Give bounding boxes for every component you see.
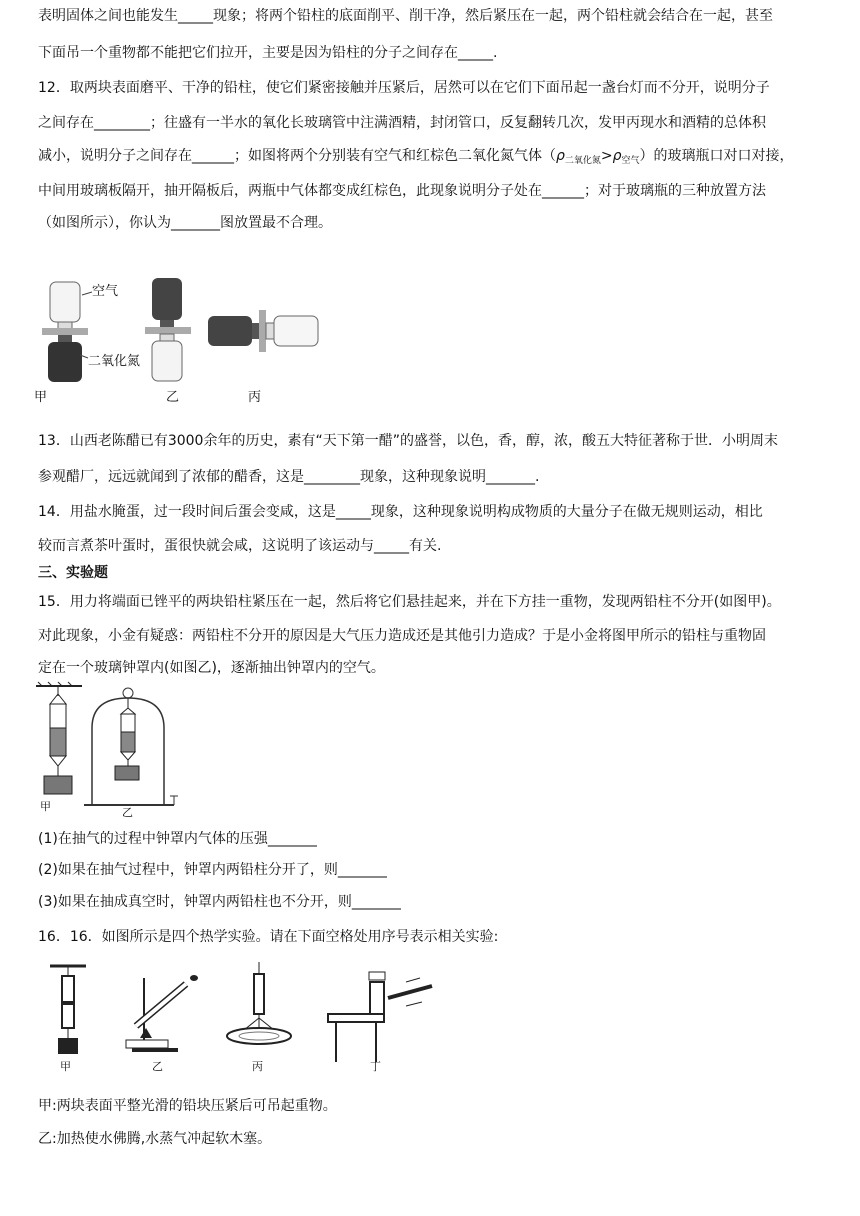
question-13: 13．山西老陈醋已有3000余年的历史，素有“天下第一醋”的盛誉，以色，香，醇，浓，酸五大特征著称于世．小明周末	[38, 433, 778, 449]
text-line: 较而言煮茶叶蛋时，蛋很快就会咸，这说明了该运动与_____有关.	[38, 538, 442, 554]
bottles-figure	[30, 270, 330, 410]
label-air: 空气	[92, 284, 119, 299]
text-line: 定在一个玻璃钟罩内(如图乙)，逐渐抽出钟罩内的空气。	[38, 660, 385, 676]
bell-jar-figure	[30, 680, 190, 820]
label-jia: 甲	[40, 800, 51, 813]
label-jia: 甲	[34, 390, 48, 405]
text-line: 对此现象，小金有疑惑：两铅柱不分开的原因是大气压力造成还是其他引力造成？于是小金将图甲所示的铅柱与重物固	[38, 628, 766, 644]
text-line: 参观醋厂，远远就闻到了浓郁的醋香，这是________现象，这种现象说明_______.	[38, 469, 540, 485]
question-12: 12．取两块表面磨平、干净的铅柱，使它们紧密接触并压紧后，居然可以在它们下面吊起一盏台灯而不分开，说明分子	[38, 80, 770, 96]
experiment-jia-desc: 甲:两块表面平整光滑的铅块压紧后可吊起重物。	[38, 1098, 337, 1114]
question-16: 16．16．如图所示是四个热学实验。请在下面空格处用序号表示相关实验:	[38, 929, 499, 945]
sub-question-3: (3)如果在抽成真空时，钟罩内两铅柱也不分开，则_______	[38, 894, 401, 910]
text-line: （如图所示），你认为_______图放置最不合理。	[38, 215, 332, 231]
subscript: 二氧化氮	[564, 156, 601, 166]
text-line: 下面吊一个重物都不能把它们拉开，主要是因为铅柱的分子之间存在_____.	[38, 45, 498, 61]
label-bing: 丙	[252, 1060, 263, 1073]
rho-symbol: ρ	[556, 148, 565, 164]
sub-question-2: (2)如果在抽气过程中，钟罩内两铅柱分开了，则_______	[38, 862, 387, 878]
label-yi: 乙	[122, 806, 133, 819]
label-yi: 乙	[152, 1060, 163, 1073]
question-15: 15．用力将端面已锉平的两块铅柱紧压在一起，然后将它们悬挂起来，并在下方挂一重物，发现两铅柱不分开(如图甲)。	[38, 594, 781, 610]
four-experiments-figure	[40, 958, 440, 1078]
greater-than: >	[600, 148, 613, 164]
text-line	[38, 146, 794, 171]
label-yi: 乙	[166, 390, 180, 405]
text-segment: ）的玻璃瓶口对口对接，	[639, 148, 794, 164]
bottles-drawing	[30, 270, 330, 410]
question-14: 14．用盐水腌蛋，过一段时间后蛋会变咸，这是_____现象，这种现象说明构成物质的大量分子在做无规则运动，相比	[38, 504, 763, 520]
sub-question-1: (1)在抽气的过程中钟罩内气体的压强_______	[38, 831, 317, 847]
label-jia: 甲	[60, 1060, 71, 1073]
section-heading: 三、实验题	[38, 565, 108, 581]
label-ding: 丁	[370, 1060, 381, 1073]
experiment-yi-desc: 乙:加热使水佛腾,水蒸气冲起软木塞。	[38, 1131, 272, 1147]
label-bing: 丙	[248, 390, 262, 405]
text-line: 表明固体之间也能发生_____现象；将两个铅柱的底面削平、削干净，然后紧压在一起，两个铅柱就会结合在一起，甚至	[38, 8, 773, 24]
subscript: 空气	[621, 156, 640, 166]
rho-symbol: ρ	[612, 148, 622, 164]
label-no2: 二氧化氮	[88, 354, 141, 369]
text-line: 中间用玻璃板隔开，抽开隔板后，两瓶中气体都变成红棕色，此现象说明分子处在______；对于玻璃瓶的三种放置方法	[38, 183, 766, 199]
bell-jar-drawing	[30, 680, 190, 820]
text-segment: 减小，说明分子之间存在______；如图将两个分别装有空气和红棕色二氧化氮气体（	[38, 148, 556, 164]
text-line: 之间存在________；往盛有一半水的氧化长玻璃管中注满酒精，封闭管口，反复翻转几次，发甲丙现水和酒精的总体积	[38, 115, 766, 131]
